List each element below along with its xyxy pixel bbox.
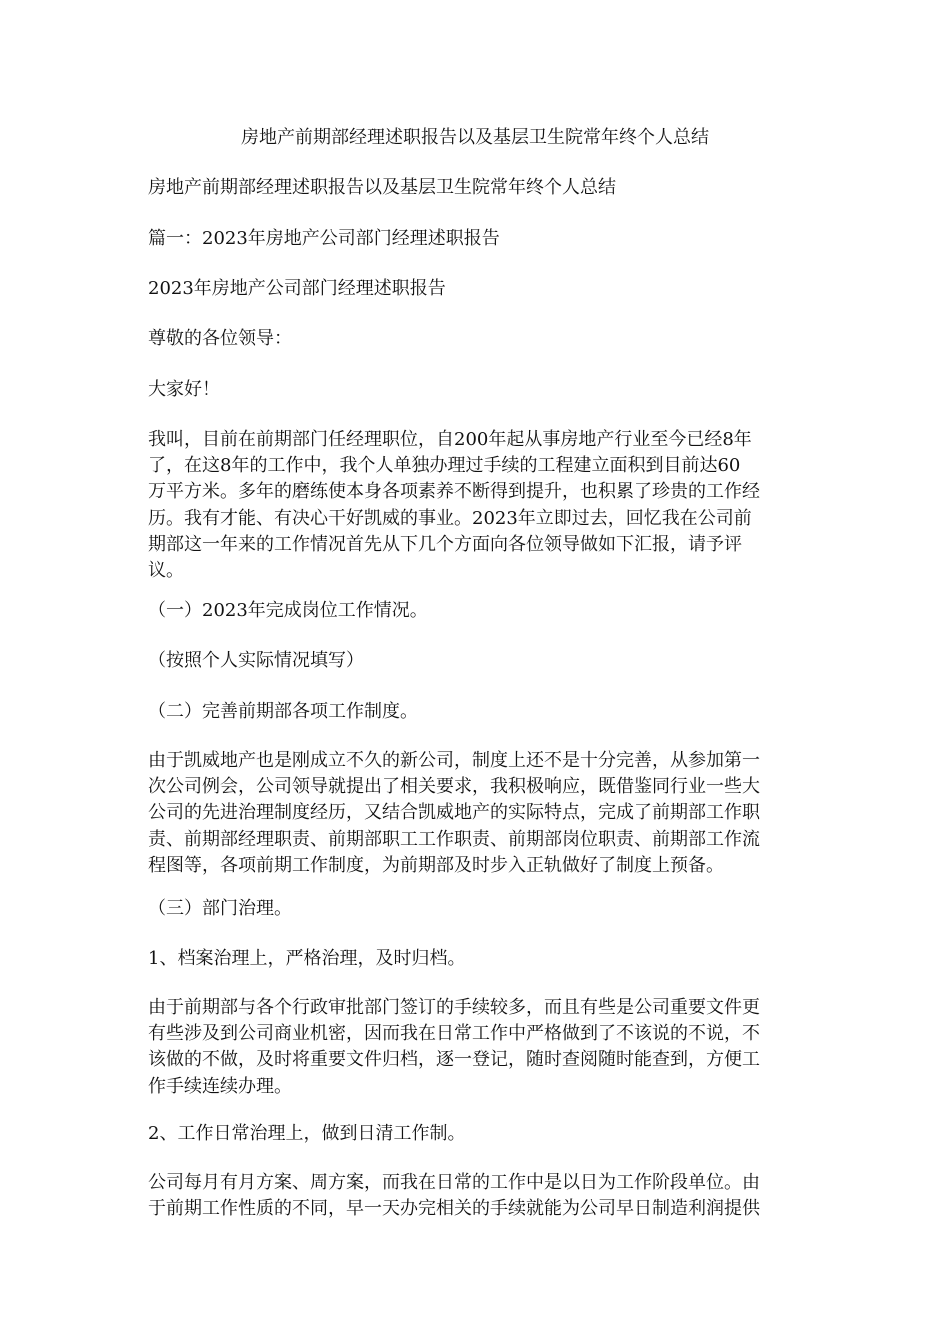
paragraph-greeting: 大家好！ — [148, 379, 220, 400]
paragraph-body — [148, 995, 808, 1100]
paragraph-line: 程图等，各项前期工作制度，为前期部及时步入正轨做好了制度上预备。 — [148, 854, 724, 876]
paragraph-note: （按照个人实际情况填写） — [148, 650, 364, 671]
paragraph-report-title: 2023年房地产公司部门经理述职报告 — [148, 278, 446, 299]
paragraph-subitem-heading: 1、档案治理上，严格治理，及时归档。 — [148, 948, 466, 969]
paragraph-line: 历。我有才能、有决心干好凯威的事业。2023年立即过去，回忆我在公司前 — [148, 507, 752, 529]
paragraph-line: 议。 — [148, 560, 184, 582]
paragraph-salutation: 尊敬的各位领导： — [148, 328, 292, 349]
paragraph-line: 我叫，目前在前期部门任经理职位，自200年起从事房地产行业至今已经8年 — [148, 429, 752, 450]
paragraph-subitem-heading: 2、工作日常治理上，做到日清工作制。 — [148, 1123, 466, 1144]
paragraph-section-heading: 篇一：2023年房地产公司部门经理述职报告 — [148, 228, 500, 249]
paragraph-line: 有些涉及到公司商业机密，因而我在日常工作中严格做到了不该说的不说，不 — [148, 1023, 760, 1045]
paragraph-line: 该做的不做，及时将重要文件归档，逐一登记，随时查阅随时能查到，方便工 — [148, 1049, 760, 1071]
paragraph-body — [148, 1170, 808, 1222]
paragraph-line: 了，在这8年的工作中，我个人单独办理过手续的工程建立面积到目前达60 — [148, 455, 741, 477]
paragraph-line: 于前期工作性质的不同，早一天办完相关的手续就能为公司早日制造利润提供 — [148, 1198, 760, 1220]
paragraph-introduction — [148, 427, 808, 584]
paragraph-item-heading: （二）完善前期部各项工作制度。 — [148, 701, 418, 722]
paragraph-line: 万平方米。多年的磨练使本身各项素养不断得到提升，也积累了珍贵的工作经 — [148, 481, 760, 503]
paragraph-line: 公司每月有月方案、周方案，而我在日常的工作中是以日为工作阶段单位。由 — [148, 1172, 760, 1193]
paragraph-item-heading: （一）2023年完成岗位工作情况。 — [148, 600, 428, 621]
paragraph-line: 期部这一年来的工作情况首先从下几个方面向各位领导做如下汇报，请予评 — [148, 533, 742, 555]
document-title: 房地产前期部经理述职报告以及基层卫生院常年终个人总结 — [241, 127, 709, 148]
paragraph-line: 由于凯威地产也是刚成立不久的新公司，制度上还不是十分完善，从参加第一 — [148, 750, 760, 771]
paragraph-body — [148, 748, 808, 879]
paragraph-line: 由于前期部与各个行政审批部门签订的手续较多，而且有些是公司重要文件更 — [148, 997, 760, 1018]
paragraph-line: 公司的先进治理制度经历，又结合凯威地产的实际特点，完成了前期部工作职 — [148, 802, 760, 824]
paragraph-line: 作手续连续办理。 — [148, 1075, 292, 1097]
paragraph-line: 次公司例会，公司领导就提出了相关要求，我积极响应，既借鉴同行业一些大 — [148, 776, 760, 798]
paragraph-line: 责、前期部经理职责、前期部职工工作职责、前期部岗位职责、前期部工作流 — [148, 828, 760, 850]
paragraph-item-heading: （三）部门治理。 — [148, 898, 292, 919]
paragraph-subtitle: 房地产前期部经理述职报告以及基层卫生院常年终个人总结 — [148, 177, 616, 198]
